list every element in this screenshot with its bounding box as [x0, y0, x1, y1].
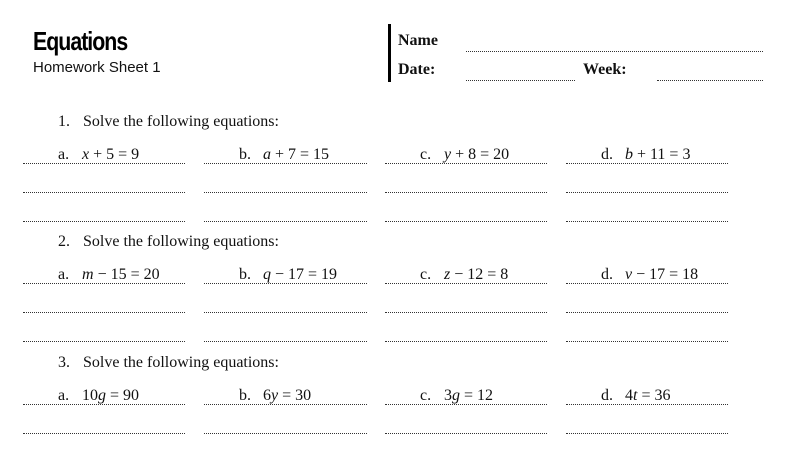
answer-line[interactable]: [23, 341, 185, 342]
header-divider: [388, 24, 391, 82]
date-label: Date:: [398, 61, 436, 78]
week-label: Week:: [583, 61, 627, 78]
problem-letter: a.: [58, 387, 70, 404]
answer-line[interactable]: [566, 404, 728, 405]
problem-expression: − 12 = 8: [450, 266, 509, 283]
problem-letter: b.: [239, 387, 251, 404]
section-instruction: Solve the following equations:: [83, 113, 279, 130]
answer-line[interactable]: [23, 404, 185, 405]
name-field[interactable]: [466, 51, 763, 52]
answer-line[interactable]: [385, 433, 547, 434]
problem-expression: + 8 = 20: [451, 146, 510, 163]
problem-letter: d.: [601, 387, 613, 404]
section-number: 3.: [58, 354, 70, 371]
problem-letter: a.: [58, 146, 70, 163]
problem-variable: y: [271, 387, 279, 404]
problem-variable: x: [82, 146, 90, 163]
problem-expression: = 36: [637, 387, 671, 404]
answer-line[interactable]: [566, 283, 728, 284]
section-2-heading: [58, 233, 279, 251]
problem-variable: y: [444, 146, 452, 163]
problem-expression: − 15 = 20: [93, 266, 160, 283]
problem-2d: [601, 266, 698, 284]
problem-expression: = 30: [278, 387, 312, 404]
problem-expression: = 90: [106, 387, 140, 404]
answer-line[interactable]: [566, 192, 728, 193]
problem-2c: [420, 266, 508, 284]
answer-line[interactable]: [566, 433, 728, 434]
problem-expression: − 17 = 18: [632, 266, 699, 283]
answer-line[interactable]: [385, 312, 547, 313]
problem-variable: z: [444, 266, 451, 283]
worksheet-title: Equations: [33, 26, 128, 56]
answer-line[interactable]: [204, 341, 367, 342]
problem-2b: [239, 266, 337, 284]
answer-line[interactable]: [385, 404, 547, 405]
problem-1a: [58, 146, 139, 164]
problem-letter: c.: [420, 387, 432, 404]
problem-letter: d.: [601, 266, 613, 283]
answer-line[interactable]: [566, 341, 728, 342]
section-instruction: Solve the following equations:: [83, 354, 279, 371]
problem-3c: [420, 387, 493, 405]
problem-letter: b.: [239, 266, 251, 283]
section-number: 1.: [58, 113, 70, 130]
answer-line[interactable]: [23, 221, 185, 222]
name-label: Name: [398, 32, 438, 49]
problem-1c: [420, 146, 509, 164]
problem-3a: [58, 387, 139, 405]
answer-line[interactable]: [385, 221, 547, 222]
answer-line[interactable]: [23, 163, 185, 164]
answer-line[interactable]: [204, 404, 367, 405]
problem-3b: [239, 387, 311, 405]
section-3-heading: [58, 354, 279, 372]
answer-line[interactable]: [23, 192, 185, 193]
problem-coefficient: 4: [625, 387, 633, 404]
problem-variable: g: [98, 387, 106, 404]
problem-variable: m: [82, 266, 94, 283]
problem-variable: b: [625, 146, 633, 163]
problem-coefficient: 3: [444, 387, 452, 404]
problem-expression: = 12: [460, 387, 494, 404]
problem-variable: t: [633, 387, 638, 404]
problem-2a: [58, 266, 160, 284]
problem-3d: [601, 387, 670, 405]
answer-line[interactable]: [385, 341, 547, 342]
problem-expression: + 5 = 9: [89, 146, 140, 163]
problem-letter: b.: [239, 146, 251, 163]
answer-line[interactable]: [23, 312, 185, 313]
problem-letter: c.: [420, 146, 432, 163]
problem-letter: a.: [58, 266, 70, 283]
problem-expression: + 11 = 3: [633, 146, 691, 163]
problem-coefficient: 10: [82, 387, 98, 404]
answer-line[interactable]: [385, 163, 547, 164]
worksheet-subtitle: Homework Sheet 1: [33, 59, 161, 76]
answer-line[interactable]: [385, 192, 547, 193]
problem-variable: g: [452, 387, 460, 404]
problem-1d: [601, 146, 690, 164]
answer-line[interactable]: [23, 433, 185, 434]
problem-letter: d.: [601, 146, 613, 163]
answer-line[interactable]: [204, 163, 367, 164]
section-instruction: Solve the following equations:: [83, 233, 279, 250]
problem-variable: v: [625, 266, 633, 283]
answer-line[interactable]: [204, 283, 367, 284]
problem-expression: + 7 = 15: [271, 146, 330, 163]
answer-line[interactable]: [566, 163, 728, 164]
problem-expression: − 17 = 19: [271, 266, 338, 283]
problem-1b: [239, 146, 329, 164]
week-field[interactable]: [657, 80, 763, 81]
problem-variable: q: [263, 266, 271, 283]
answer-line[interactable]: [204, 221, 367, 222]
section-1-heading: [58, 113, 279, 131]
problem-coefficient: 6: [263, 387, 271, 404]
answer-line[interactable]: [204, 433, 367, 434]
answer-line[interactable]: [385, 283, 547, 284]
problem-variable: a: [263, 146, 271, 163]
answer-line[interactable]: [566, 312, 728, 313]
date-field[interactable]: [466, 80, 575, 81]
answer-line[interactable]: [204, 192, 367, 193]
section-number: 2.: [58, 233, 70, 250]
answer-line[interactable]: [204, 312, 367, 313]
answer-line[interactable]: [566, 221, 728, 222]
answer-line[interactable]: [23, 283, 185, 284]
problem-letter: c.: [420, 266, 432, 283]
